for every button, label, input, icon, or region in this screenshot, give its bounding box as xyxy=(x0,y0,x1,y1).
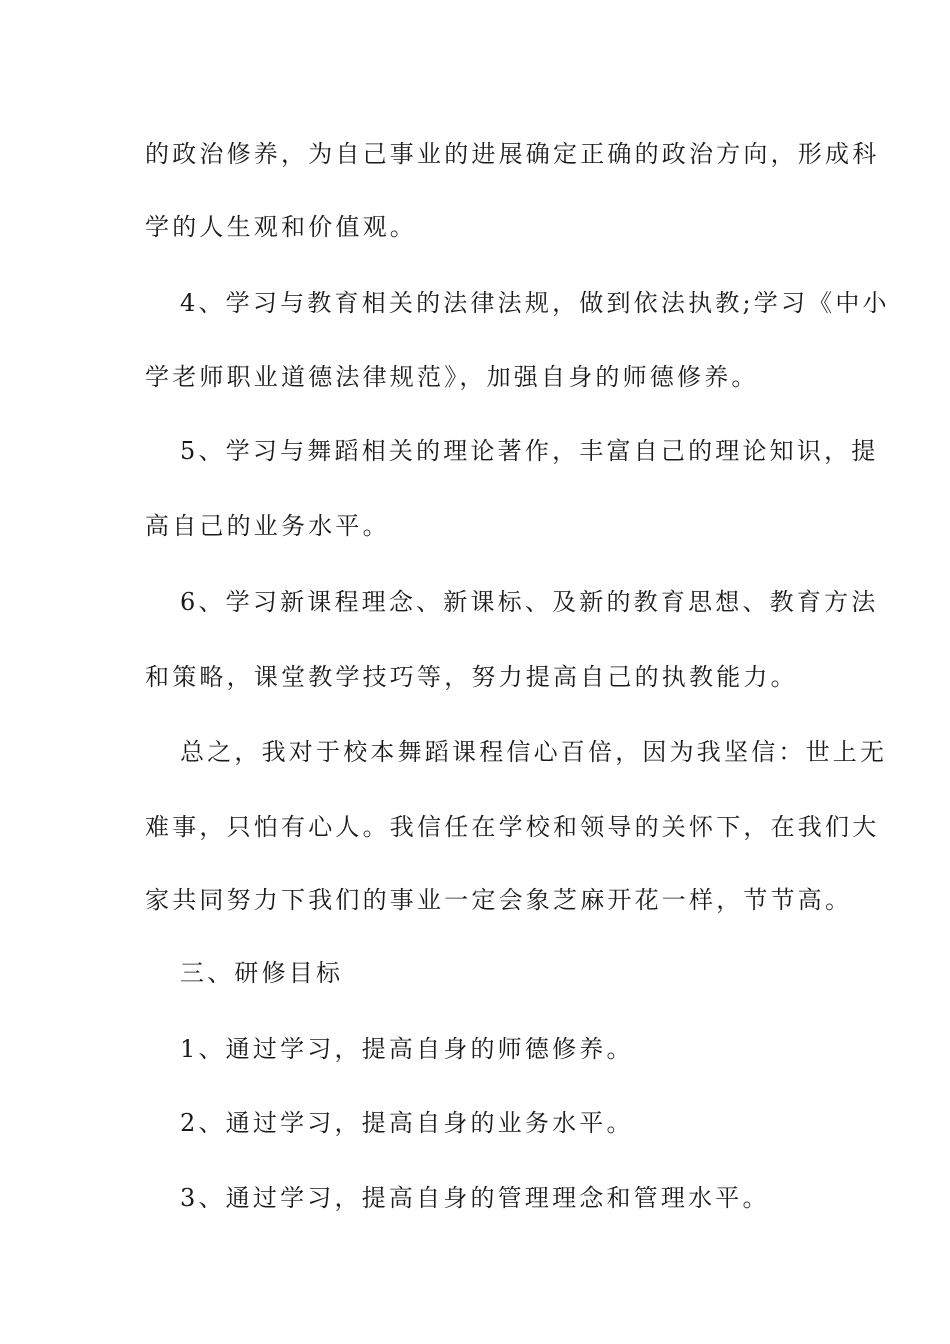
list-item: 3、通过学习，提高自身的管理理念和管理水平。 xyxy=(180,1184,770,1212)
section-heading: 三、研修目标 xyxy=(180,959,344,987)
paragraph-line: 6、学习新课程理念、新课标、及新的教育思想、教育方法 xyxy=(180,588,879,616)
paragraph-line: 总之，我对于校本舞蹈课程信心百倍，因为我坚信：世上无 xyxy=(180,738,888,766)
list-item: 1、通过学习，提高自身的师德修养。 xyxy=(180,1035,634,1063)
paragraph-line: 难事，只怕有心人。我信任在学校和领导的关怀下，在我们大 xyxy=(145,813,880,841)
paragraph-line: 家共同努力下我们的事业一定会象芝麻开花一样，节节高。 xyxy=(145,886,853,914)
paragraph-line: 和策略，课堂教学技巧等，努力提高自己的执教能力。 xyxy=(145,663,798,691)
paragraph-line: 学的人生观和价值观。 xyxy=(145,213,417,241)
paragraph-line: 的政治修养，为自己事业的进展确定正确的政治方向，形成科 xyxy=(145,140,880,168)
paragraph-line: 学老师职业道德法律规范》，加强自身的师德修养。 xyxy=(145,363,759,391)
list-item: 2、通过学习，提高自身的业务水平。 xyxy=(180,1109,634,1137)
paragraph-line: 5、学习与舞蹈相关的理论著作，丰富自己的理论知识，提 xyxy=(180,437,879,465)
paragraph-line: 4、学习与教育相关的法律法规，做到依法执教;学习《中小 xyxy=(180,289,890,317)
paragraph-line: 高自己的业务水平。 xyxy=(145,512,390,540)
